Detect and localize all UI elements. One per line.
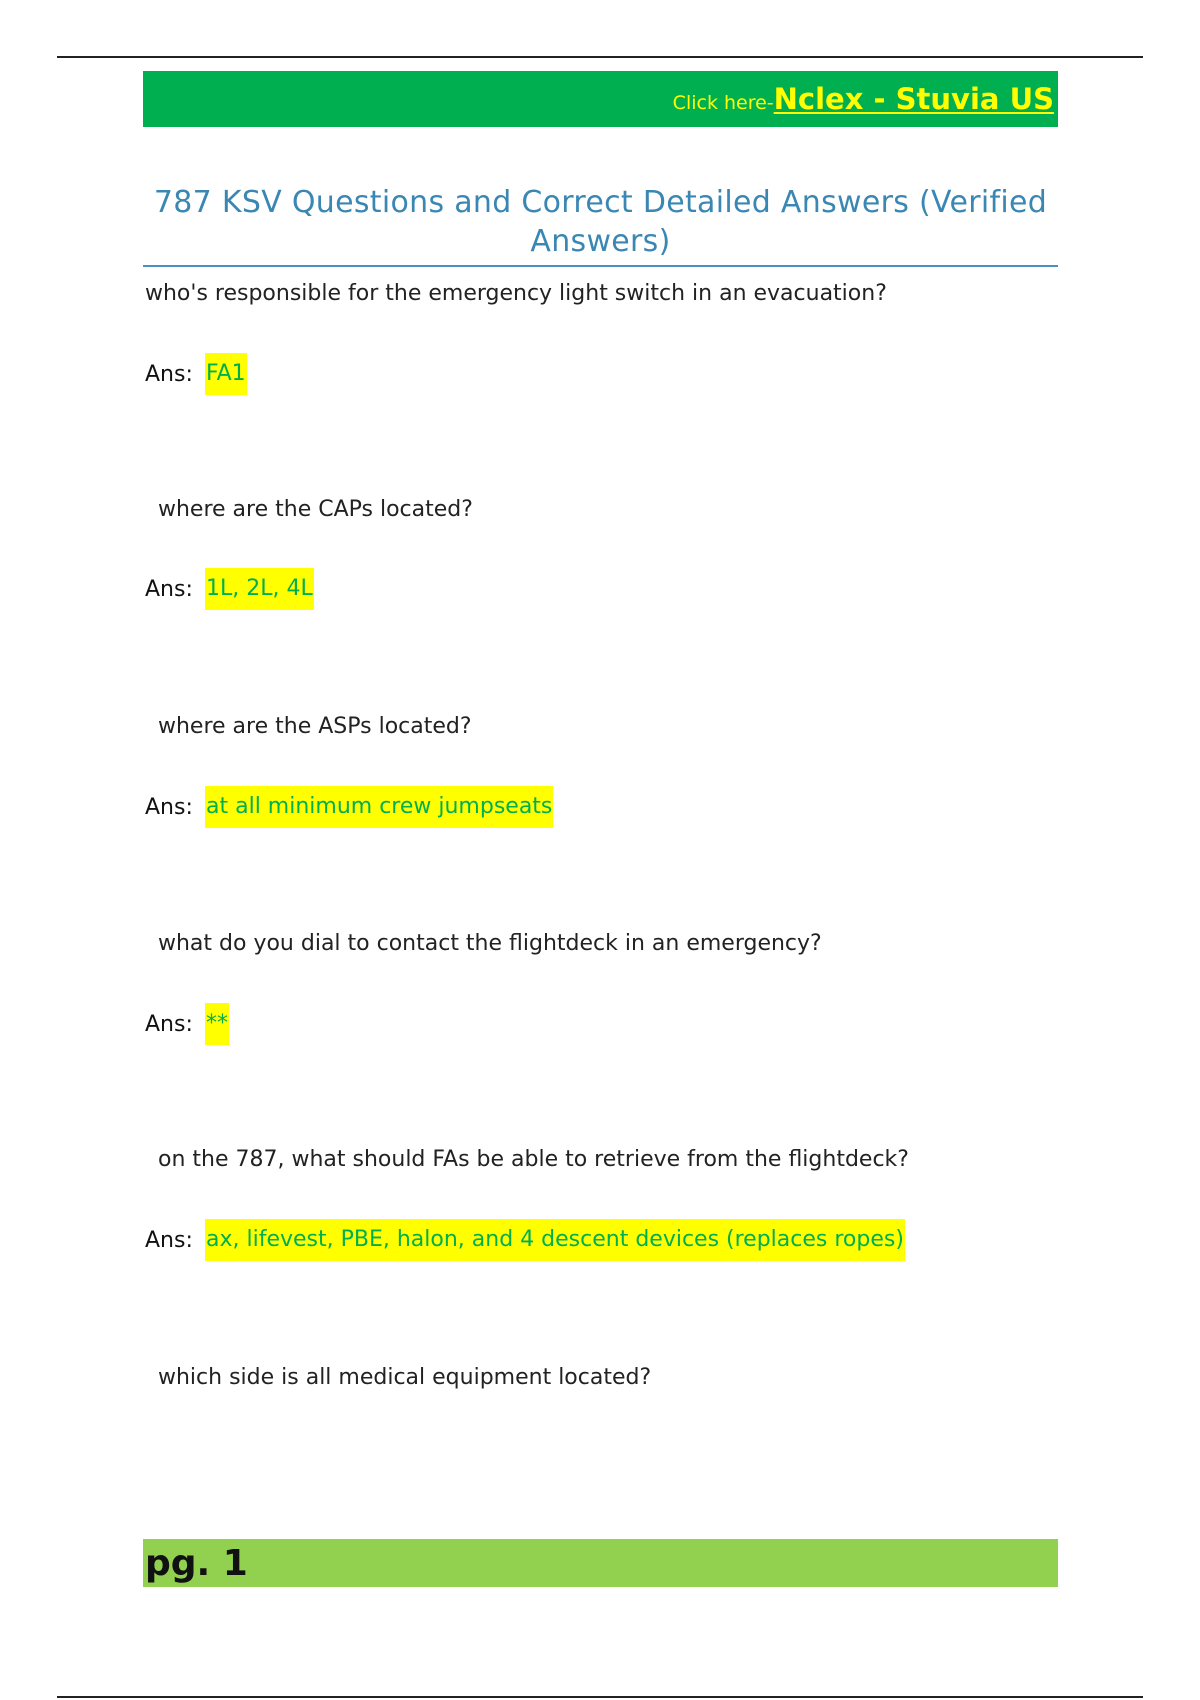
question-text: where are the CAPs located? — [158, 497, 473, 522]
question-text: what do you dial to contact the flightdeck in an emergency? — [158, 931, 822, 956]
document-title: 787 KSV Questions and Correct Detailed Answers (Verified Answers) — [153, 185, 1048, 259]
answer-highlight: ax, lifevest, PBE, halon, and 4 descent devices (replaces ropes) — [205, 1219, 905, 1261]
answer-label: Ans: — [145, 576, 193, 602]
question-text: who's responsible for the emergency light switch in an evacuation? — [145, 281, 887, 306]
question-text: where are the ASPs located? — [158, 714, 472, 739]
question-text: which side is all medical equipment located? — [158, 1365, 652, 1390]
top-rule — [57, 56, 1143, 58]
answer-label: Ans: — [145, 1011, 193, 1037]
answer-label: Ans: — [145, 794, 193, 820]
bottom-rule — [57, 1696, 1143, 1698]
page-number: pg. 1 — [145, 1542, 248, 1584]
answer-row — [145, 786, 553, 828]
answer-highlight: 1L, 2L, 4L — [205, 568, 314, 610]
stuvia-link[interactable]: Nclex - Stuvia US — [773, 82, 1054, 116]
answer-highlight: at all minimum crew jumpseats — [205, 786, 553, 828]
answer-row — [145, 1219, 905, 1261]
header-prefix: Click here- — [672, 92, 774, 114]
answer-highlight: ** — [205, 1003, 229, 1045]
answer-row — [145, 353, 247, 395]
question-text: on the 787, what should FAs be able to retrieve from the flightdeck? — [158, 1147, 909, 1172]
answer-label: Ans: — [145, 361, 193, 387]
answer-row — [145, 1003, 229, 1045]
answer-row — [145, 568, 314, 610]
answer-highlight: FA1 — [205, 353, 247, 395]
header-banner — [143, 71, 1058, 127]
answer-label: Ans: — [145, 1227, 193, 1253]
footer-banner — [143, 1539, 1058, 1587]
title-underline — [143, 265, 1058, 267]
